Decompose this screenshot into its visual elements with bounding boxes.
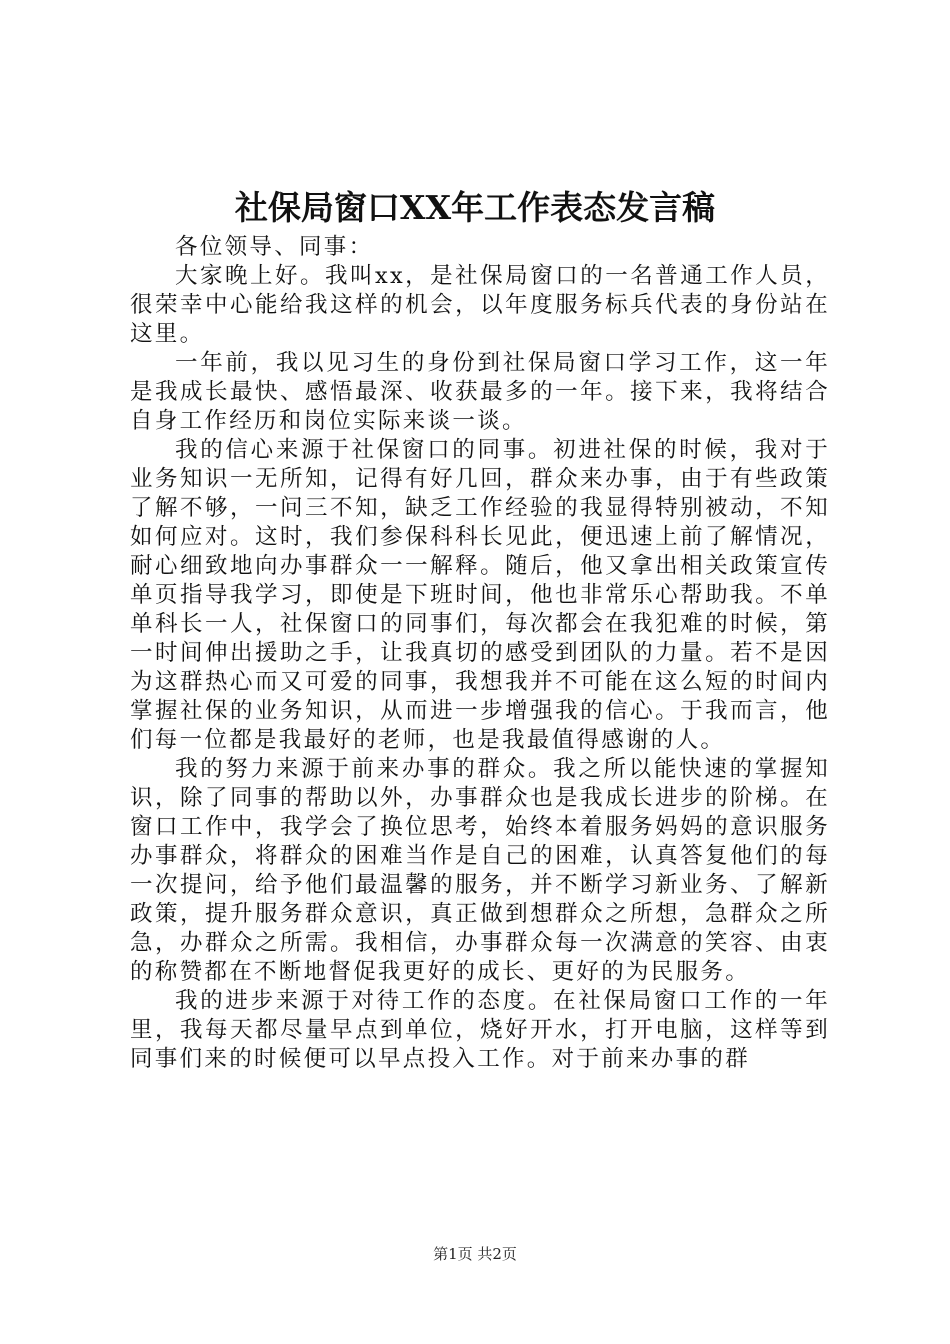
body-paragraph: 我的信心来源于社保窗口的同事。初进社保的时候，我对于业务知识一无所知，记得有好几回，群众来办事，由于有些政策了解不够，一问三不知，缺乏工作经验的我显得特别被动，不知如何应对。这时，我们参保科科长见此，便迅速上前了解情况，耐心细致地向办事群众一一解释。随后，他又拿出相关政策宣传单页指导我学习，即使是下班时间，他也非常乐心帮助我。不单单科长一人，社保窗口的同事们，每次都会在我犯难的时候，第一时间伸出援助之手，让我真切的感受到团队的力量。若不是因为这群热心而又可爱的同事，我想我并不可能在这么短的时间内掌握社保的业务知识，从而进一步增强我的信心。于我而言，他们每一位都是我最好的老师，也是我最值得感谢的人。: [130, 437, 830, 753]
body-paragraph: 大家晚上好。我叫xx，是社保局窗口的一名普通工作人员，很荣幸中心能给我这样的机会，以年度服务标兵代表的身份站在这里。: [130, 263, 830, 347]
page-number-footer: 第1页 共2页: [433, 1245, 517, 1263]
salutation-paragraph: 各位领导、同事：: [175, 234, 374, 260]
body-paragraph: 我的努力来源于前来办事的群众。我之所以能快速的掌握知识，除了同事的帮助以外，办事群众也是我成长进步的阶梯。在窗口工作中，我学会了换位思考，始终本着服务妈妈的意识服务办事群众，将群众的困难当作是自己的困难，认真答复他们的每一次提问，给予他们最温馨的服务，并不断学习新业务、了解新政策，提升服务群众意识，真正做到想群众之所想，急群众之所急，办群众之所需。我相信，办事群众每一次满意的笑容、由衷的称赞都在不断地督促我更好的成长、更好的为民服务。: [130, 756, 830, 985]
body-paragraph: 我的进步来源于对待工作的态度。在社保局窗口工作的一年里，我每天都尽量早点到单位，烧好开水，打开电脑，这样等到同事们来的时候便可以早点投入工作。对于前来办事的群: [130, 988, 830, 1072]
document-title: 社保局窗口XX年工作表态发言稿: [234, 188, 716, 227]
document-body: [130, 233, 830, 1074]
body-paragraph: 一年前，我以见习生的身份到社保局窗口学习工作，这一年是我成长最快、感悟最深、收获最多的一年。接下来，我将结合自身工作经历和岗位实际来谈一谈。: [130, 350, 830, 434]
